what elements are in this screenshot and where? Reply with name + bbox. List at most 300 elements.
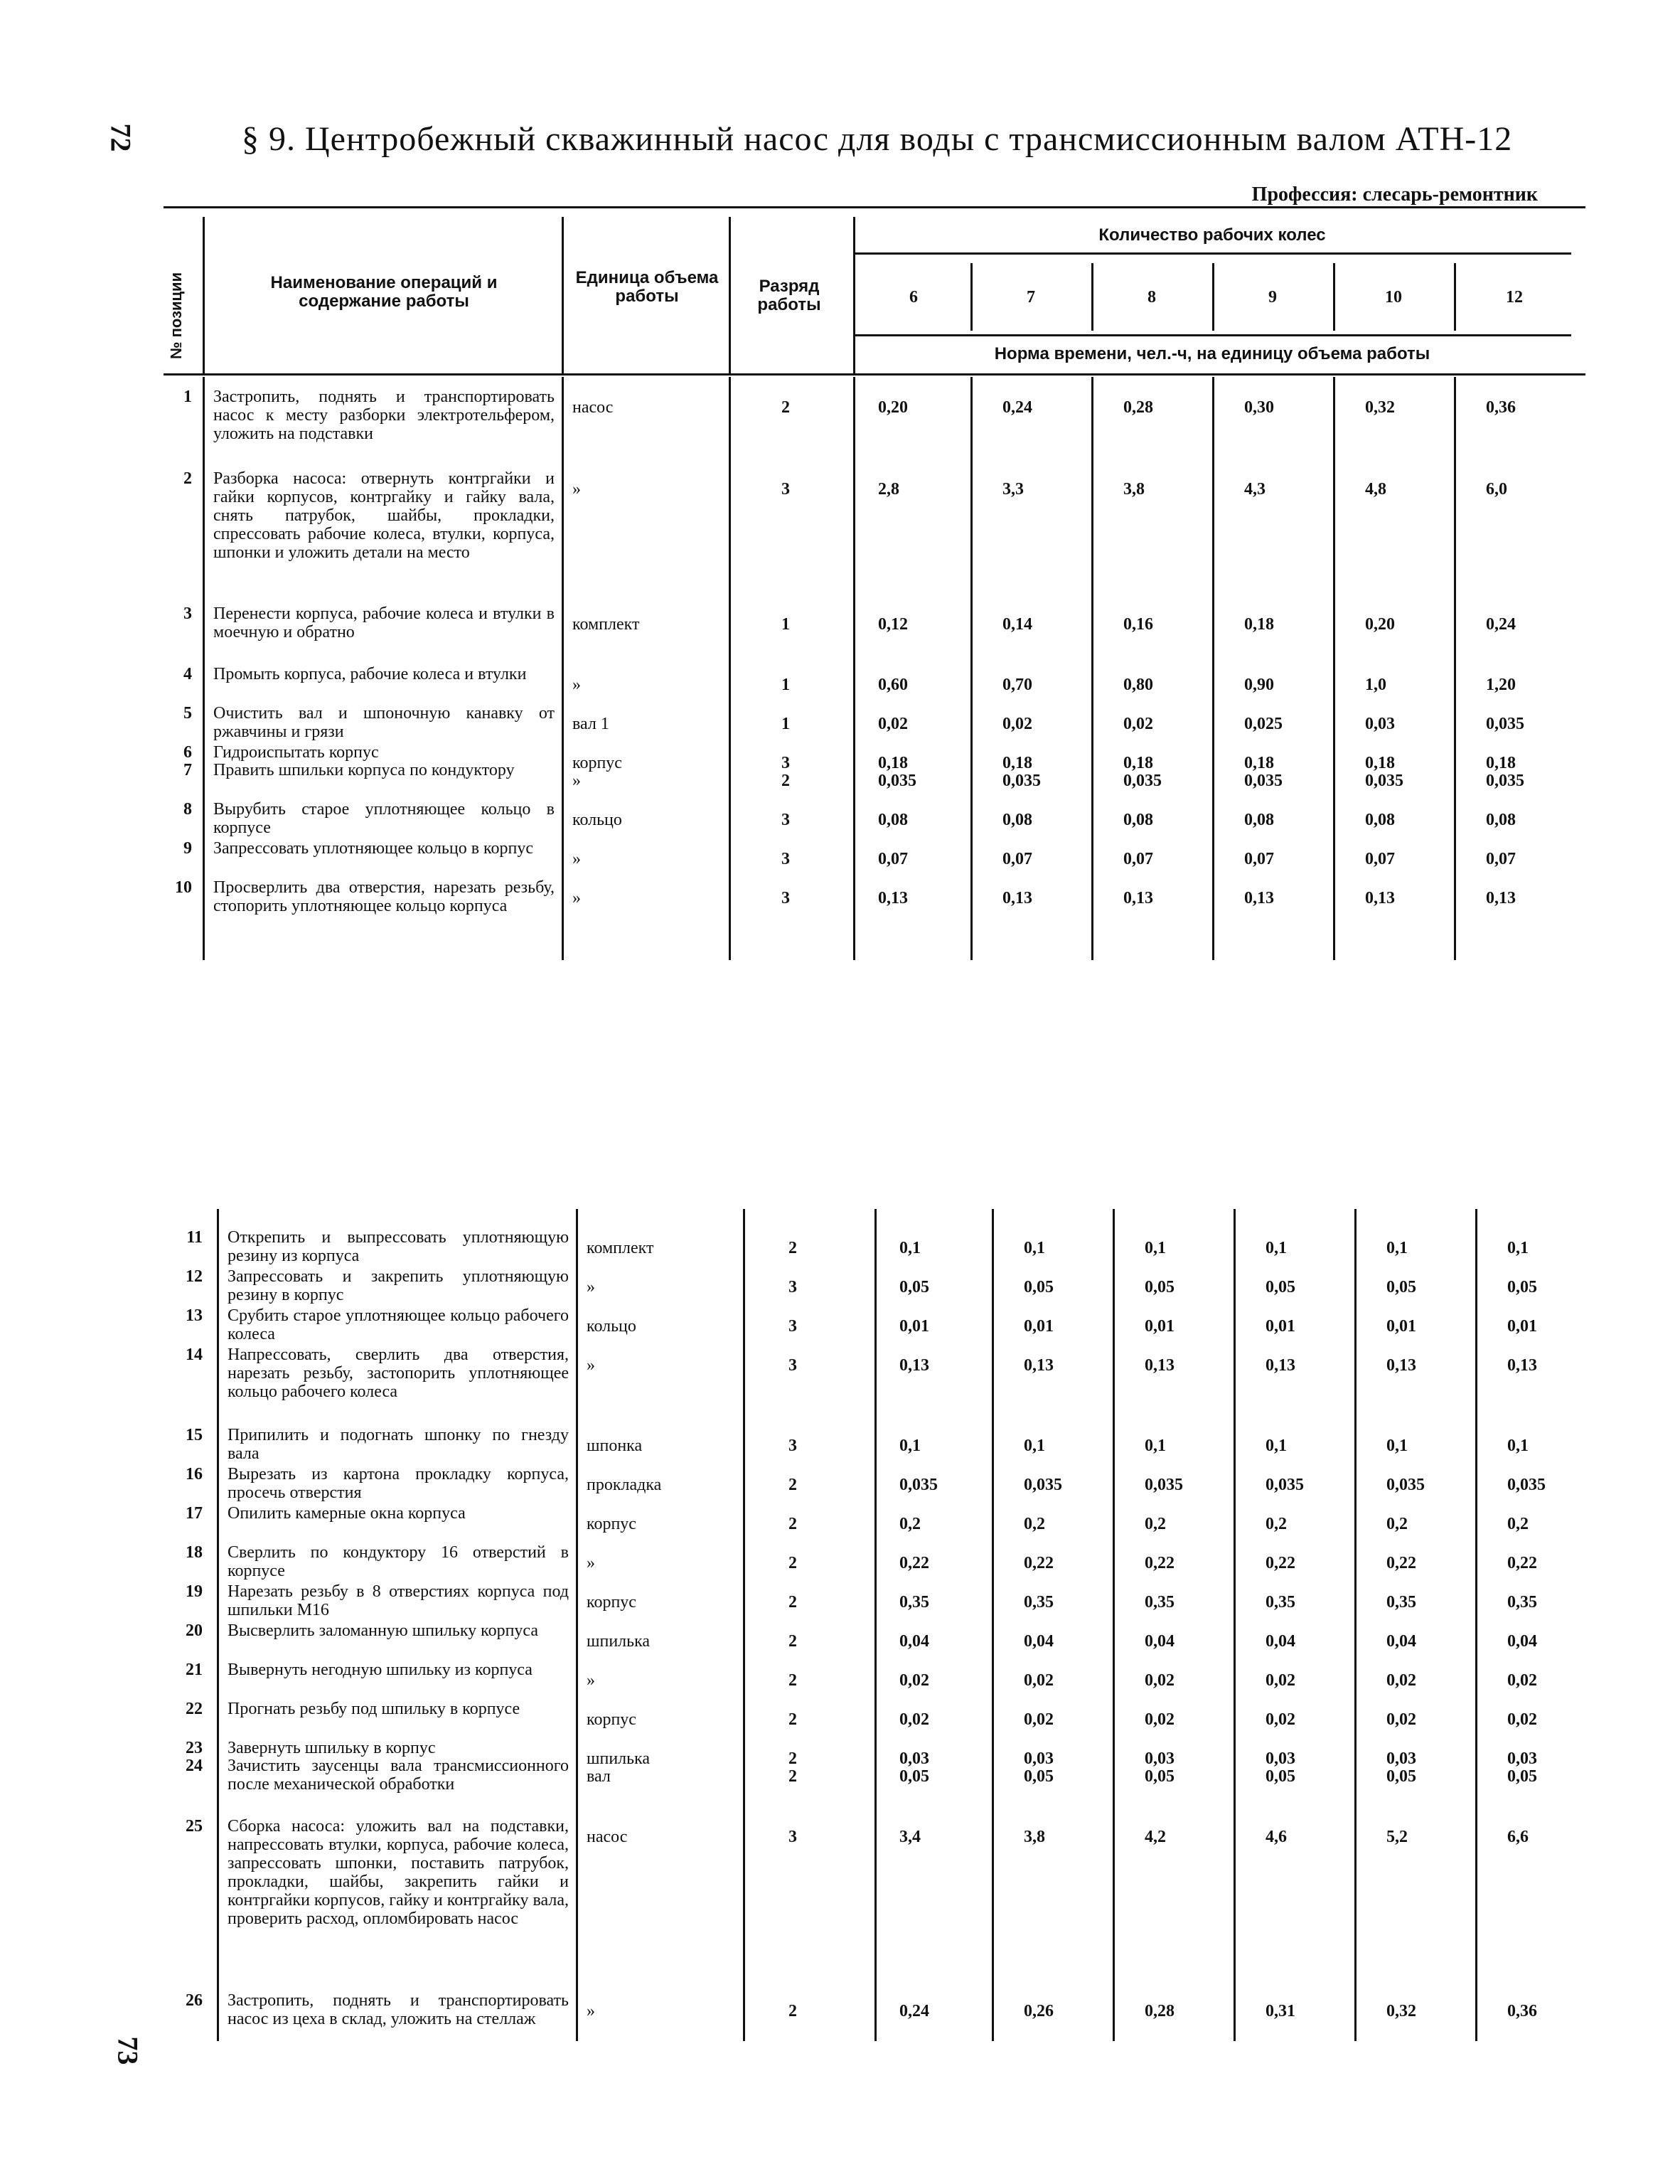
row-rank: 2 [781,772,790,790]
row-value: 0,02 [1386,1671,1416,1690]
row-value: 0,2 [1024,1515,1045,1533]
row-value: 2,8 [878,480,899,499]
row-value: 0,08 [878,811,908,829]
row-value: 0,18 [878,754,908,772]
row-value: 0,26 [1024,2002,1054,2020]
row-operation: Гидроиспытать корпус [213,743,379,762]
row-value: 0,22 [1266,1554,1295,1572]
body-col-sep [992,1209,994,2041]
row-value: 0,025 [1244,715,1283,733]
row-value: 0,035 [899,1476,938,1494]
row-value: 0,07 [1486,850,1516,868]
row-value: 0,03 [1024,1749,1054,1768]
row-rank: 2 [788,1632,797,1651]
row-value: 0,60 [878,676,908,694]
row-unit: » [587,2002,595,2020]
row-value: 0,2 [1266,1515,1287,1533]
page-number-bottom: 73 [112,2036,144,2065]
row-value: 0,13 [1507,1356,1537,1375]
body-col-sep [743,1209,745,2041]
row-position: 20 [186,1621,203,1640]
row-value: 3,8 [1123,480,1145,499]
row-value: 0,035 [1123,772,1162,790]
row-value: 4,2 [1145,1828,1166,1846]
row-value: 3,8 [1024,1828,1045,1846]
row-value: 0,04 [1266,1632,1295,1651]
row-position: 16 [186,1465,203,1483]
row-value: 6,6 [1507,1828,1529,1846]
row-rank: 2 [788,1476,797,1494]
row-value: 0,02 [1266,1710,1295,1729]
row-value: 0,1 [1386,1239,1408,1257]
row-value: 0,08 [1244,811,1274,829]
row-operation: Напрессовать, сверлить два отверстия, нарезать резьбу, застопорить уплотняющее кольцо рабочего колеса [228,1346,569,1401]
row-value: 0,035 [1486,715,1524,733]
row-rank: 3 [781,480,790,499]
row-position: 12 [186,1267,203,1286]
row-value: 0,18 [1002,754,1032,772]
row-value: 0,02 [1024,1671,1054,1690]
row-value: 0,035 [1145,1476,1183,1494]
row-value: 0,01 [1024,1317,1054,1336]
row-value: 0,01 [1386,1317,1416,1336]
row-unit: прокладка [587,1476,662,1494]
row-value: 0,01 [899,1317,929,1336]
row-value: 0,02 [899,1671,929,1690]
row-value: 0,04 [1024,1632,1054,1651]
row-position: 6 [183,743,192,762]
row-value: 0,05 [1507,1767,1537,1786]
row-value: 0,03 [1266,1749,1295,1768]
row-rank: 2 [788,1749,797,1768]
row-value: 0,13 [1024,1356,1054,1375]
row-value: 0,02 [1123,715,1153,733]
row-value: 0,035 [1244,772,1283,790]
row-value: 0,22 [1024,1554,1054,1572]
row-value: 0,05 [1024,1767,1054,1786]
row-value: 0,1 [1024,1239,1045,1257]
row-value: 0,05 [899,1278,929,1296]
row-value: 0,02 [899,1710,929,1729]
header-rank: Разряд работы [757,277,821,314]
row-unit: шпилька [587,1749,651,1768]
row-unit: корпус [587,1593,636,1612]
row-value: 0,04 [1386,1632,1416,1651]
body-col-sep [217,1209,219,2041]
row-unit: насос [587,1828,628,1846]
row-value: 3,3 [1002,480,1024,499]
header-operation: Наименование операций и содержание работы [270,273,498,311]
header-wheels: Количество рабочих колес [1098,225,1326,245]
row-unit: » [587,1671,595,1690]
row-value: 0,035 [1507,1476,1546,1494]
row-value: 0,02 [1145,1671,1175,1690]
row-value: 0,1 [899,1437,921,1455]
row-value: 0,18 [1365,754,1395,772]
row-unit: » [572,676,581,694]
row-position: 2 [183,469,192,488]
row-value: 0,02 [1507,1710,1537,1729]
row-value: 1,0 [1365,676,1386,694]
row-value: 0,28 [1145,2002,1175,2020]
row-value: 0,1 [1145,1437,1166,1455]
body-col-sep [1091,377,1093,960]
row-position: 23 [186,1739,203,1757]
row-position: 11 [186,1228,203,1247]
row-value: 0,24 [899,2002,929,2020]
row-value: 0,32 [1365,398,1395,417]
row-value: 0,35 [899,1593,929,1612]
row-value: 0,13 [1145,1356,1175,1375]
row-value: 0,04 [1507,1632,1537,1651]
row-value: 0,1 [899,1239,921,1257]
row-value: 0,13 [1266,1356,1295,1375]
profession-label: Профессия: слесарь-ремонтник [1251,183,1538,206]
row-unit: » [572,850,581,868]
row-value: 0,1 [1145,1239,1166,1257]
row-value: 0,03 [1507,1749,1537,1768]
row-value: 0,05 [1386,1767,1416,1786]
row-value: 0,24 [1486,615,1516,634]
row-value: 0,14 [1002,615,1032,634]
row-value: 0,05 [1145,1278,1175,1296]
row-value: 0,22 [1507,1554,1537,1572]
row-value: 0,13 [1123,889,1153,907]
row-value: 0,02 [1002,715,1032,733]
header-bottom-rule [164,373,1585,375]
row-value: 0,07 [1365,850,1395,868]
row-unit: корпус [572,754,622,772]
row-value: 0,22 [1386,1554,1416,1572]
body-col-sep [1234,1209,1236,2041]
row-operation: Разборка насоса: отвернуть контргайки и гайки корпусов, контргайку и гайку вала, снять патрубок, шайбы, прокладки, спрессовать рабочие колеса, втулки, корпуса, шпонки и уложить детали на место [213,469,555,562]
row-rank: 1 [781,715,790,733]
row-value: 0,70 [1002,676,1032,694]
row-operation: Застропить, поднять и транспортировать насос к месту разборки электротельфером, уложить на подставки [213,388,555,443]
row-unit: кольцо [587,1317,636,1336]
row-operation: Просверлить два отверстия, нарезать резьбу, стопорить уплотняющее кольцо корпуса [213,878,555,915]
row-value: 0,31 [1266,2002,1295,2020]
row-value: 0,2 [1386,1515,1408,1533]
row-position: 24 [186,1757,203,1775]
row-value: 0,18 [1486,754,1516,772]
row-value: 0,2 [1507,1515,1529,1533]
row-value: 0,07 [1244,850,1274,868]
row-value: 0,01 [1145,1317,1175,1336]
body-col-sep [1354,1209,1357,2041]
row-unit: комплект [572,615,640,634]
row-value: 0,02 [878,715,908,733]
row-value: 0,1 [1024,1437,1045,1455]
row-unit: » [587,1554,595,1572]
header-wheel-count: 12 [1506,288,1523,307]
row-position: 26 [186,1991,203,2010]
wheel-col-sep [970,263,973,331]
row-value: 0,035 [878,772,916,790]
row-operation: Высверлить заломанную шпильку корпуса [228,1621,539,1640]
header-col-sep [729,217,731,373]
header-unit: Единица объема работы [575,268,719,306]
row-value: 1,20 [1486,676,1516,694]
row-rank: 2 [788,1671,797,1690]
row-rank: 1 [781,676,790,694]
header-norm: Норма времени, чел.-ч, на единицу объема работы [994,344,1430,363]
body-col-sep [729,377,731,960]
row-unit: корпус [587,1515,636,1533]
row-unit: шпонка [587,1437,643,1455]
row-operation: Вывернуть негодную шпильку из корпуса [228,1661,533,1679]
body-col-sep [1113,1209,1115,2041]
row-unit: корпус [587,1710,636,1729]
row-value: 0,03 [899,1749,929,1768]
row-unit: вал [587,1767,611,1786]
row-value: 0,35 [1024,1593,1054,1612]
row-value: 0,20 [878,398,908,417]
row-unit: » [587,1278,595,1296]
header-wheel-count: 6 [909,288,918,307]
row-position: 3 [183,604,192,623]
wheel-col-sep [1091,263,1093,331]
row-value: 0,04 [1145,1632,1175,1651]
row-value: 0,04 [899,1632,929,1651]
row-unit: насос [572,398,614,417]
row-value: 0,08 [1486,811,1516,829]
row-value: 0,24 [1002,398,1032,417]
row-value: 0,03 [1386,1749,1416,1768]
row-value: 0,05 [1266,1278,1295,1296]
row-value: 0,18 [1244,754,1274,772]
row-operation: Сборка насоса: уложить вал на подставки, напрессовать втулки, корпуса, рабочие колеса, запрессовать шпонки, поставить патрубок, прокладки, шайбы, закрепить гайки и контргайки корпусов, гайку и контргайку вала, проверить расход, опломбировать насос [228,1817,569,1928]
row-value: 0,36 [1507,2002,1537,2020]
section-title: § 9. Центробежный скважинный насос для воды с трансмиссионным валом АТН-12 [242,120,1513,158]
row-value: 0,03 [1145,1749,1175,1768]
row-value: 0,32 [1386,2002,1416,2020]
row-operation: Перенести корпуса, рабочие колеса и втулки в моечную и обратно [213,604,555,641]
row-value: 0,02 [1386,1710,1416,1729]
row-value: 0,22 [1145,1554,1175,1572]
body-col-sep [853,377,855,960]
row-value: 0,1 [1507,1437,1529,1455]
row-value: 0,05 [899,1767,929,1786]
row-position: 1 [183,388,192,406]
row-value: 0,35 [1386,1593,1416,1612]
row-value: 0,13 [1365,889,1395,907]
row-value: 0,01 [1507,1317,1537,1336]
body-col-sep [970,377,973,960]
row-value: 0,05 [1145,1767,1175,1786]
row-value: 5,2 [1386,1828,1408,1846]
row-value: 0,07 [1123,850,1153,868]
row-value: 0,13 [1386,1356,1416,1375]
row-value: 0,90 [1244,676,1274,694]
row-value: 0,035 [1024,1476,1062,1494]
row-position: 10 [175,878,192,897]
body-col-sep [576,1209,578,2041]
row-value: 0,02 [1024,1710,1054,1729]
row-rank: 2 [788,1239,797,1257]
row-position: 21 [186,1661,203,1679]
body-col-sep [203,377,205,960]
row-rank: 2 [781,398,790,417]
row-operation: Опилить камерные окна корпуса [228,1504,466,1523]
row-value: 0,05 [1507,1278,1537,1296]
row-operation: Очистить вал и шпоночную канавку от ржавчины и грязи [213,704,555,741]
wheel-col-sep [1212,263,1214,331]
row-value: 0,13 [899,1356,929,1375]
row-value: 0,30 [1244,398,1274,417]
row-rank: 3 [788,1437,797,1455]
row-value: 0,2 [1145,1515,1166,1533]
norm-rule [853,334,1571,336]
row-position: 13 [186,1306,203,1325]
row-operation: Вырубить старое уплотняющее кольцо в корпусе [213,800,555,837]
row-value: 0,12 [878,615,908,634]
row-rank: 3 [781,889,790,907]
row-unit: » [587,1356,595,1375]
row-value: 0,20 [1365,615,1395,634]
row-position: 22 [186,1700,203,1718]
header-col-sep [562,217,564,373]
row-operation: Сверлить по кондуктору 16 отверстий в корпусе [228,1543,569,1580]
wheels-rule [853,252,1571,255]
row-value: 0,1 [1386,1437,1408,1455]
row-position: 18 [186,1543,203,1562]
row-operation: Прогнать резьбу под шпильку в корпусе [228,1700,520,1718]
row-rank: 2 [788,1554,797,1572]
row-position: 8 [183,800,192,819]
row-value: 0,1 [1266,1239,1287,1257]
row-value: 0,05 [1266,1767,1295,1786]
row-rank: 2 [788,1593,797,1612]
row-operation: Запрессовать и закрепить уплотняющую резину в корпус [228,1267,569,1304]
row-position: 5 [183,704,192,723]
header-wheel-count: 8 [1147,288,1156,307]
row-position: 4 [183,665,192,683]
body-col-sep [1333,377,1335,960]
row-value: 0,03 [1365,715,1395,733]
row-rank: 2 [788,1767,797,1786]
row-rank: 2 [788,1515,797,1533]
row-unit: кольцо [572,811,622,829]
row-operation: Срубить старое уплотняющее кольцо рабочего колеса [228,1306,569,1343]
row-value: 0,18 [1244,615,1274,634]
body-col-sep [562,377,564,960]
row-operation: Припилить и подогнать шпонку по гнезду вала [228,1426,569,1463]
row-value: 0,35 [1507,1593,1537,1612]
row-unit: вал 1 [572,715,609,733]
row-rank: 3 [788,1317,797,1336]
row-value: 0,22 [899,1554,929,1572]
row-rank: 3 [781,754,790,772]
row-rank: 3 [788,1828,797,1846]
row-value: 6,0 [1486,480,1507,499]
row-value: 0,07 [878,850,908,868]
row-value: 0,08 [1002,811,1032,829]
row-position: 15 [186,1426,203,1444]
row-value: 0,18 [1123,754,1153,772]
row-rank: 3 [781,811,790,829]
row-value: 4,3 [1244,480,1266,499]
header-col-sep [203,217,205,373]
row-value: 0,02 [1145,1710,1175,1729]
page-number-top: 72 [105,123,137,152]
row-unit: шпилька [587,1632,651,1651]
row-rank: 3 [781,850,790,868]
row-value: 0,28 [1123,398,1153,417]
row-value: 0,2 [899,1515,921,1533]
row-rank: 1 [781,615,790,634]
row-value: 0,35 [1145,1593,1175,1612]
row-position: 9 [183,839,192,858]
row-value: 0,08 [1365,811,1395,829]
row-value: 0,13 [878,889,908,907]
wheel-col-sep [1333,263,1335,331]
row-unit: » [572,889,581,907]
row-operation: Завернуть шпильку в корпус [228,1739,436,1757]
row-rank: 3 [788,1356,797,1375]
row-value: 4,6 [1266,1828,1287,1846]
row-value: 4,8 [1365,480,1386,499]
row-rank: 3 [788,1278,797,1296]
row-unit: » [572,480,581,499]
row-value: 0,05 [1386,1278,1416,1296]
row-value: 0,35 [1266,1593,1295,1612]
row-value: 0,1 [1507,1239,1529,1257]
row-operation: Промыть корпуса, рабочие колеса и втулки [213,665,527,683]
row-operation: Запрессовать уплотняющее кольцо в корпус [213,839,533,858]
row-value: 0,035 [1365,772,1403,790]
row-value: 0,08 [1123,811,1153,829]
table-top-rule [164,206,1585,208]
row-value: 0,36 [1486,398,1516,417]
row-value: 0,13 [1244,889,1274,907]
row-unit: » [572,772,581,790]
row-value: 0,035 [1486,772,1524,790]
row-operation: Нарезать резьбу в 8 отверстиях корпуса под шпильки М16 [228,1582,569,1619]
row-operation: Вырезать из картона прокладку корпуса, просечь отверстия [228,1465,569,1502]
row-value: 0,80 [1123,676,1153,694]
row-position: 25 [186,1817,203,1836]
row-value: 0,035 [1266,1476,1304,1494]
row-operation: Зачистить заусенцы вала трансмиссионного после механической обработки [228,1757,569,1794]
row-rank: 2 [788,1710,797,1729]
row-operation: Править шпильки корпуса по кондуктору [213,761,515,779]
wheel-col-sep [1454,263,1456,331]
row-value: 0,13 [1486,889,1516,907]
row-value: 0,07 [1002,850,1032,868]
row-value: 0,13 [1002,889,1032,907]
row-position: 19 [186,1582,203,1601]
row-operation: Застропить, поднять и транспортировать насос из цеха в склад, уложить на стеллаж [228,1991,569,2028]
row-value: 3,4 [899,1828,921,1846]
row-value: 0,035 [1002,772,1041,790]
header-pos: № позиции [167,272,185,359]
row-value: 0,16 [1123,615,1153,634]
body-col-sep [1212,377,1214,960]
header-wheel-count: 7 [1027,288,1035,307]
row-value: 0,02 [1507,1671,1537,1690]
body-col-sep [874,1209,877,2041]
row-unit: комплект [587,1239,654,1257]
row-position: 7 [183,761,192,779]
row-value: 0,035 [1386,1476,1425,1494]
body-col-sep [1475,1209,1477,2041]
row-rank: 2 [788,2002,797,2020]
row-value: 0,01 [1266,1317,1295,1336]
row-value: 0,02 [1266,1671,1295,1690]
body-col-sep [1454,377,1456,960]
header-wheel-count: 10 [1385,288,1402,307]
